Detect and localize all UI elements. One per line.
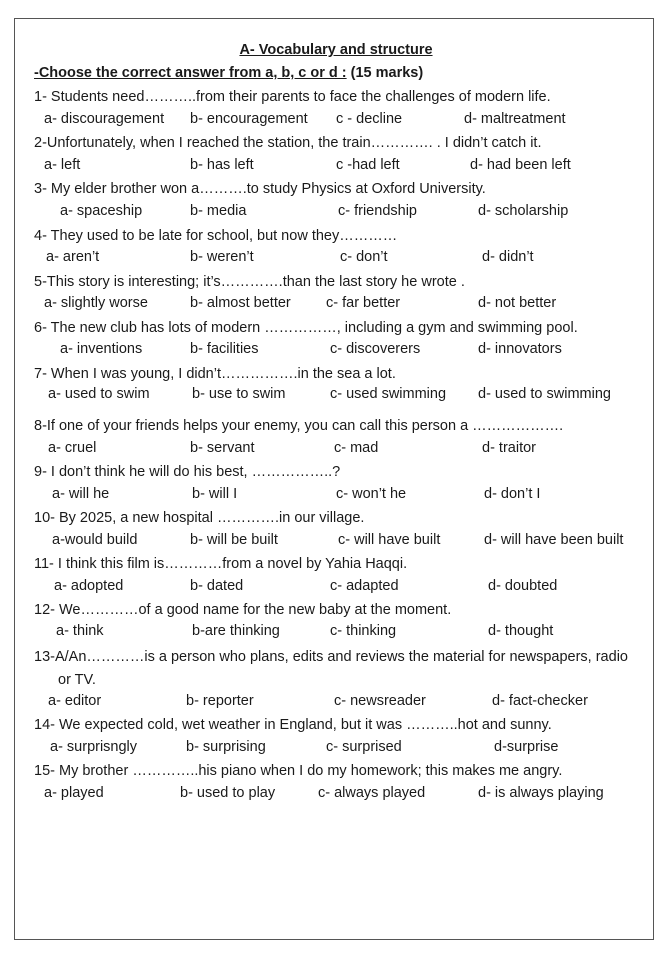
option-9a[interactable]: a- will he bbox=[52, 486, 110, 502]
option-4c[interactable]: c- don’t bbox=[340, 249, 388, 265]
option-8b[interactable]: b- servant bbox=[190, 440, 255, 456]
option-13a[interactable]: a- editor bbox=[48, 693, 102, 709]
question-7: 7- When I was young, I didn’t…………….in the sea a lot. bbox=[34, 366, 396, 382]
option-8a[interactable]: a- cruel bbox=[48, 440, 97, 456]
option-2c[interactable]: c -had left bbox=[336, 157, 400, 173]
option-7b[interactable]: b- use to swim bbox=[192, 386, 286, 402]
question-6: 6- The new club has lots of modern ……………, including a gym and swimming pool. bbox=[34, 320, 578, 336]
option-5d[interactable]: d- not better bbox=[478, 295, 557, 311]
option-1a[interactable]: a- discouragement bbox=[44, 111, 165, 127]
option-9b[interactable]: b- will I bbox=[192, 486, 238, 502]
option-3a[interactable]: a- spaceship bbox=[60, 203, 143, 219]
option-12b[interactable]: b-are thinking bbox=[192, 623, 280, 639]
question-10: 10- By 2025, a new hospital ………….in our village. bbox=[34, 510, 365, 526]
option-14c[interactable]: c- surprised bbox=[326, 739, 402, 755]
instruction-marks: (15 marks) bbox=[346, 65, 424, 81]
option-4d[interactable]: d- didn’t bbox=[482, 249, 534, 265]
option-1c[interactable]: c - decline bbox=[336, 111, 403, 127]
option-10c[interactable]: c- will have built bbox=[338, 532, 441, 548]
option-8d[interactable]: d- traitor bbox=[482, 440, 536, 456]
question-11: 11- I think this film is…………from a novel by Yahia Haqqi. bbox=[34, 556, 408, 572]
option-4a[interactable]: a- aren’t bbox=[46, 249, 100, 265]
option-15b[interactable]: b- used to play bbox=[180, 785, 276, 801]
option-6c[interactable]: c- discoverers bbox=[330, 341, 421, 357]
option-2b[interactable]: b- has left bbox=[190, 157, 254, 173]
option-4b[interactable]: b- weren’t bbox=[190, 249, 254, 265]
option-3b[interactable]: b- media bbox=[190, 203, 247, 219]
question-12: 12- We…………of a good name for the new baby at the moment. bbox=[34, 602, 452, 618]
option-11a[interactable]: a- adopted bbox=[54, 578, 124, 594]
option-14b[interactable]: b- surprising bbox=[186, 739, 266, 755]
option-5b[interactable]: b- almost better bbox=[190, 295, 291, 311]
question-15: 15- My brother …………..his piano when I do my homework; this makes me angry. bbox=[34, 763, 563, 779]
option-15d[interactable]: d- is always playing bbox=[478, 785, 604, 801]
question-1: 1- Students need………..from their parents to face the challenges of modern life. bbox=[34, 89, 551, 105]
question-2: 2-Unfortunately, when I reached the station, the train…………. . I didn’t catch it. bbox=[34, 135, 542, 151]
option-12a[interactable]: a- think bbox=[56, 623, 104, 639]
option-10b[interactable]: b- will be built bbox=[190, 532, 278, 548]
option-13c[interactable]: c- newsreader bbox=[334, 693, 426, 709]
option-10a[interactable]: a-would build bbox=[52, 532, 138, 548]
option-3c[interactable]: c- friendship bbox=[338, 203, 417, 219]
option-11b[interactable]: b- dated bbox=[190, 578, 244, 594]
option-12c[interactable]: c- thinking bbox=[330, 623, 397, 639]
option-14d[interactable]: d-surprise bbox=[494, 739, 559, 755]
question-14: 14- We expected cold, wet weather in England, but it was ………..hot and sunny. bbox=[34, 717, 552, 733]
question-5: 5-This story is interesting; it’s………….than the last story he wrote . bbox=[34, 274, 465, 290]
option-1b[interactable]: b- encouragement bbox=[190, 111, 308, 127]
option-9d[interactable]: d- don’t I bbox=[484, 486, 541, 502]
option-7c[interactable]: c- used swimming bbox=[330, 386, 447, 402]
section-title: A- Vocabulary and structure bbox=[239, 42, 433, 58]
option-15a[interactable]: a- played bbox=[44, 785, 104, 801]
option-11d[interactable]: d- doubted bbox=[488, 578, 558, 594]
option-6a[interactable]: a- inventions bbox=[60, 341, 143, 357]
option-14a[interactable]: a- surprisngly bbox=[50, 739, 138, 755]
option-7d[interactable]: d- used to swimming bbox=[478, 386, 611, 402]
option-7a[interactable]: a- used to swim bbox=[48, 386, 150, 402]
question-13: 13-A/An…………is a person who plans, edits and reviews the material for newspapers, radio bbox=[34, 649, 628, 665]
option-12d[interactable]: d- thought bbox=[488, 623, 554, 639]
option-8c[interactable]: c- mad bbox=[334, 440, 379, 456]
option-15c[interactable]: c- always played bbox=[318, 785, 426, 801]
option-13d[interactable]: d- fact-checker bbox=[492, 693, 588, 709]
question-8: 8-If one of your friends helps your enemy, you can call this person a ………………. bbox=[34, 418, 564, 434]
option-13b[interactable]: b- reporter bbox=[186, 693, 254, 709]
option-9c[interactable]: c- won’t he bbox=[336, 486, 407, 502]
question-3: 3- My elder brother won a……….to study Physics at Oxford University. bbox=[34, 181, 486, 197]
instruction-main: -Choose the correct answer from a, b, c or d : bbox=[34, 65, 347, 81]
option-10d[interactable]: d- will have been built bbox=[484, 532, 624, 548]
question-4: 4- They used to be late for school, but now they………… bbox=[34, 228, 398, 244]
option-5a[interactable]: a- slightly worse bbox=[44, 295, 148, 311]
option-6b[interactable]: b- facilities bbox=[190, 341, 259, 357]
question-13-continued: or TV. bbox=[58, 672, 96, 688]
question-9: 9- I don’t think he will do his best, ……………..? bbox=[34, 464, 341, 480]
option-5c[interactable]: c- far better bbox=[326, 295, 401, 311]
option-11c[interactable]: c- adapted bbox=[330, 578, 399, 594]
instruction bbox=[34, 65, 423, 81]
option-1d[interactable]: d- maltreatment bbox=[464, 111, 566, 127]
option-2a[interactable]: a- left bbox=[44, 157, 81, 173]
option-3d[interactable]: d- scholarship bbox=[478, 203, 569, 219]
option-2d[interactable]: d- had been left bbox=[470, 157, 571, 173]
option-6d[interactable]: d- innovators bbox=[478, 341, 562, 357]
